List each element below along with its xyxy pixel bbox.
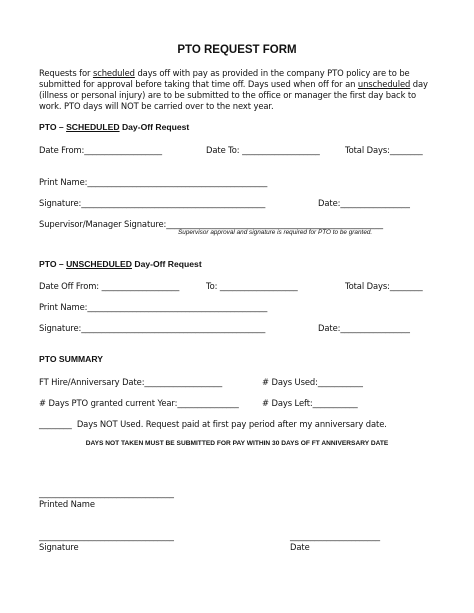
unscheduled-signature-field[interactable]: Signature:_____________________________________________ xyxy=(39,323,266,333)
supervisor-signature-field[interactable]: Supervisor/Manager Signature:_____________________________________________________ xyxy=(39,219,383,229)
date-field[interactable]: Date:_________________ xyxy=(318,198,410,208)
days-not-used-blank[interactable]: ________ xyxy=(39,419,72,429)
pay-deadline-notice: DAYS NOT TAKEN MUST BE SUBMITTED FOR PAY WITHIN 30 DAYS OF FT ANNIVERSARY DATE xyxy=(85,440,389,447)
intro-unscheduled: unscheduled xyxy=(357,79,411,89)
scheduled-heading-suffix: Day-Off Request xyxy=(119,122,190,132)
print-name-field[interactable]: Print Name:____________________________________________ xyxy=(39,177,268,187)
days-not-used-text: Days NOT Used. Request paid at first pay period after my anniversary date. xyxy=(76,419,387,429)
intro-part-1: Requests for xyxy=(39,68,93,78)
printed-name-line[interactable]: _________________________________ xyxy=(39,488,174,498)
intro-part-2: days off with pay as provided in the company PTO policy are to be submitted for approval before taking that time off. Days used when off for an xyxy=(39,68,410,89)
intro-paragraph xyxy=(39,68,439,112)
unscheduled-total-days-field[interactable]: Total Days:________ xyxy=(345,281,423,291)
date-off-from-field[interactable]: Date Off From: ___________________ xyxy=(39,281,180,291)
unscheduled-heading-prefix: PTO – xyxy=(39,259,67,269)
intro-scheduled: scheduled xyxy=(92,68,135,78)
footer-signature-label: Signature xyxy=(39,542,79,552)
signature-field[interactable]: Signature:_____________________________________________ xyxy=(39,198,266,208)
date-to-field[interactable]: Date To: ___________________ xyxy=(206,145,320,155)
unscheduled-print-name-field[interactable]: Print Name:____________________________________________ xyxy=(39,302,268,312)
total-days-field[interactable]: Total Days:________ xyxy=(345,145,423,155)
date-off-to-field[interactable]: To: ___________________ xyxy=(206,281,298,291)
unscheduled-heading-underlined: UNSCHEDULED xyxy=(66,259,132,269)
unscheduled-heading xyxy=(39,259,202,269)
ft-hire-date-field[interactable]: FT Hire/Anniversary Date:___________________ xyxy=(39,377,223,387)
scheduled-heading-prefix: PTO – xyxy=(39,122,67,132)
scheduled-heading xyxy=(39,122,189,132)
footer-date-line[interactable]: ______________________ xyxy=(290,531,380,541)
footer-date-label: Date xyxy=(290,542,310,552)
form-title: PTO REQUEST FORM xyxy=(177,44,297,56)
unscheduled-date-field[interactable]: Date:_________________ xyxy=(318,323,410,333)
days-used-field[interactable]: # Days Used:___________ xyxy=(262,377,363,387)
days-left-field[interactable]: # Days Left:___________ xyxy=(262,398,358,408)
printed-name-label: Printed Name xyxy=(39,499,95,509)
intro-part-3: day (illness or personal injury) are to be submitted to the office or manager the first day back to work. PTO days will NOT be carried over to the next year. xyxy=(39,79,428,111)
unscheduled-heading-suffix: Day-Off Request xyxy=(131,259,202,269)
summary-heading: PTO SUMMARY xyxy=(39,354,103,364)
days-granted-field[interactable]: # Days PTO granted current Year:_______________ xyxy=(39,398,239,408)
scheduled-heading-underlined: SCHEDULED xyxy=(66,122,120,132)
footer-signature-line[interactable]: _________________________________ xyxy=(39,531,174,541)
date-from-field[interactable]: Date From:___________________ xyxy=(39,145,162,155)
days-not-used-line xyxy=(39,419,387,429)
supervisor-note: Supervisor approval and signature is required for PTO to be granted. xyxy=(178,229,373,236)
